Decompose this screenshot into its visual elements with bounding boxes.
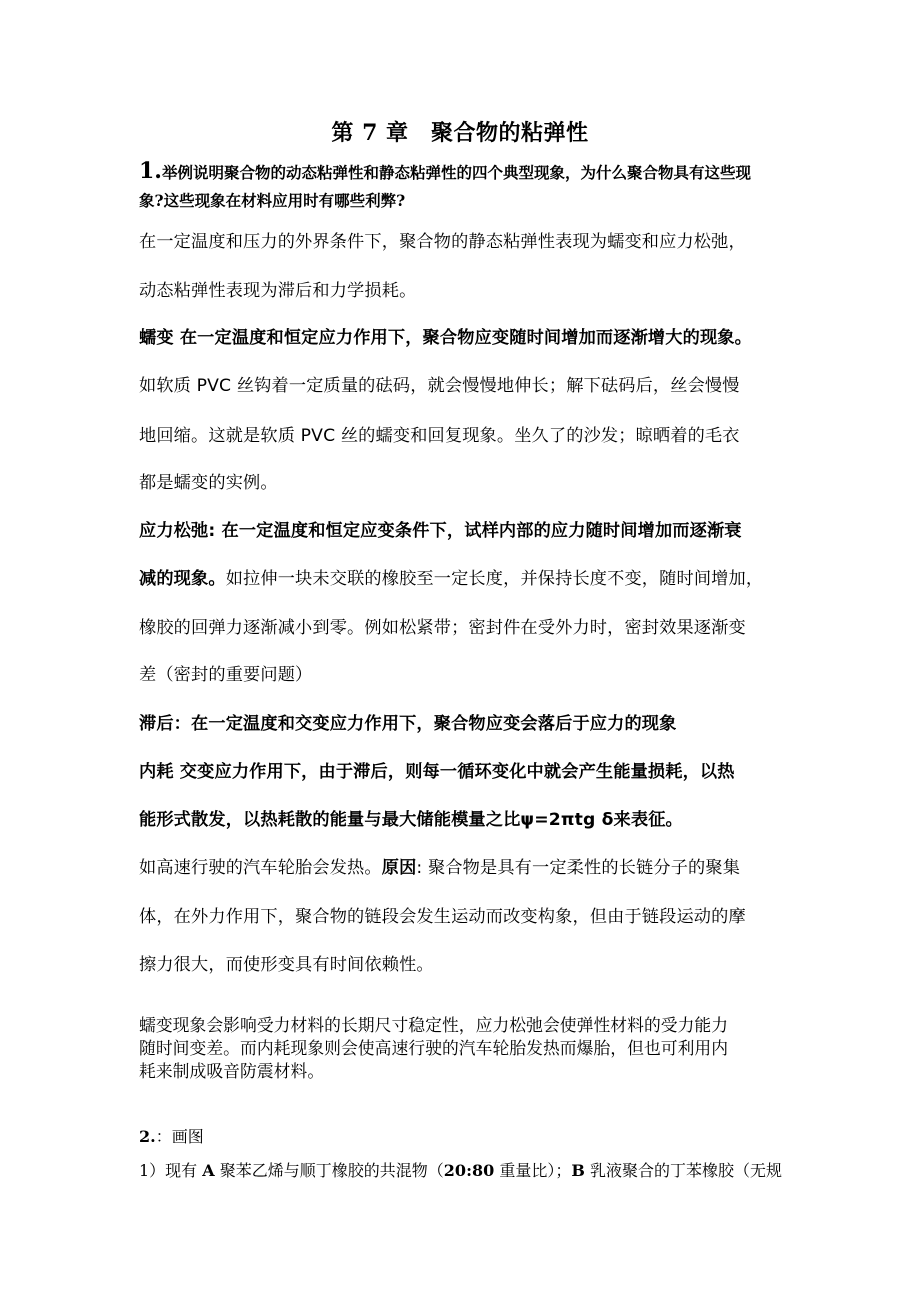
cause-example: 如高速行驶的汽车轮胎会发热。 [139,858,382,878]
cause-line-2: 体，在外力作用下，聚合物的链段会发生运动而改变构象，但由于链段运动的摩 [139,907,746,927]
intro-line-1: 在一定温度和压力的外界条件下，聚合物的静态粘弹性表现为蠕变和应力松弛， [139,232,746,252]
item-ratio: 20:80 [443,1161,495,1180]
summary-line-1: 蠕变现象会影响受力材料的长期尺寸稳定性，应力松弛会使弹性材料的受力能力 [139,1015,729,1035]
internal-friction-line-2: 能形式散发，以热耗散的能量与最大储能模量之比ψ=2πtg δ来表征。 [139,810,683,830]
relaxation-example-text: 如拉伸一块未交联的橡胶至一定长度，并保持长度不变，随时间增加， [225,569,764,589]
item-b-text: 乳液聚合的丁苯橡胶（无规 [584,1161,782,1180]
creep-term: 蠕变 [139,328,174,348]
relaxation-definition-end: 减的现象。 [139,569,226,589]
creep-definition-text: 在一定温度和恒定应力作用下，聚合物应变随时间增加而逐渐增大的现象。 [173,328,752,348]
question-1-line-1 [139,160,751,184]
item-prefix: 1）现有 [139,1161,203,1180]
hysteresis-definition: 滞后：在一定温度和交变应力作用下，聚合物应变会落后于应力的现象 [139,714,677,734]
question-1-line-2: 象?这些现象在材料应用时有哪些利弊? [139,191,406,210]
item-ratio-text: 重量比）； [494,1161,572,1180]
relaxation-definition-line-1 [139,520,742,542]
relaxation-line-3: 橡胶的回弹力逐渐减小到零。例如松紧带；密封件在受外力时，密封效果逐渐变 [139,618,746,638]
question-2-number: 2. [139,1127,156,1146]
intro-line-2: 动态粘弹性表现为滞后和力学损耗。 [139,281,417,301]
summary-line-2: 随时间变差。而内耗现象则会使高速行驶的汽车轮胎发热而爆胎，但也可利用内 [139,1038,729,1058]
relaxation-term: 应力松弛: [139,521,216,541]
cause-label: 原因 [381,858,417,878]
relaxation-line-2 [139,568,763,590]
cause-line-3: 擦力很大，而使形变具有时间依赖性。 [139,955,434,975]
relaxation-line-4: 差（密封的重要问题） [139,665,313,685]
cause-line-1 [139,857,740,879]
creep-definition [139,327,752,349]
creep-example-line-3: 都是蠕变的实例。 [139,473,278,493]
question-2-label: ：画图 [155,1127,204,1146]
chapter-title: 第 7 章 聚合物的粘弹性 [331,120,589,146]
item-a-text: 聚苯乙烯与顺丁橡胶的共混物（ [214,1161,444,1180]
question-1-number: 1. [139,158,162,184]
creep-example-line-2: 地回缩。这就是软质 PVC 丝的蠕变和回复现象。坐久了的沙发；晾晒着的毛衣 [139,426,740,446]
summary-line-3: 耗来制成吸音防震材料。 [139,1061,325,1081]
question-1-text: 举例说明聚合物的动态粘弹性和静态粘弹性的四个典型现象，为什么聚合物具有这些现 [161,163,751,182]
cause-text: : 聚合物是具有一定柔性的长链分子的聚集 [416,858,741,878]
creep-example-line-1: 如软质 PVC 丝钩着一定质量的砝码，就会慢慢地伸长；解下砝码后，丝会慢慢 [139,376,740,396]
question-2-item-1 [139,1160,782,1182]
question-2-heading [139,1126,204,1148]
item-b-label: B [571,1161,585,1180]
item-a-label: A [202,1161,215,1180]
relaxation-definition-text: 在一定温度和恒定应变条件下，试样内部的应力随时间增加而逐渐衰 [215,521,742,541]
internal-friction-line-1: 内耗 交变应力作用下，由于滞后，则每一循环变化中就会产生能量损耗，以热 [139,762,735,782]
